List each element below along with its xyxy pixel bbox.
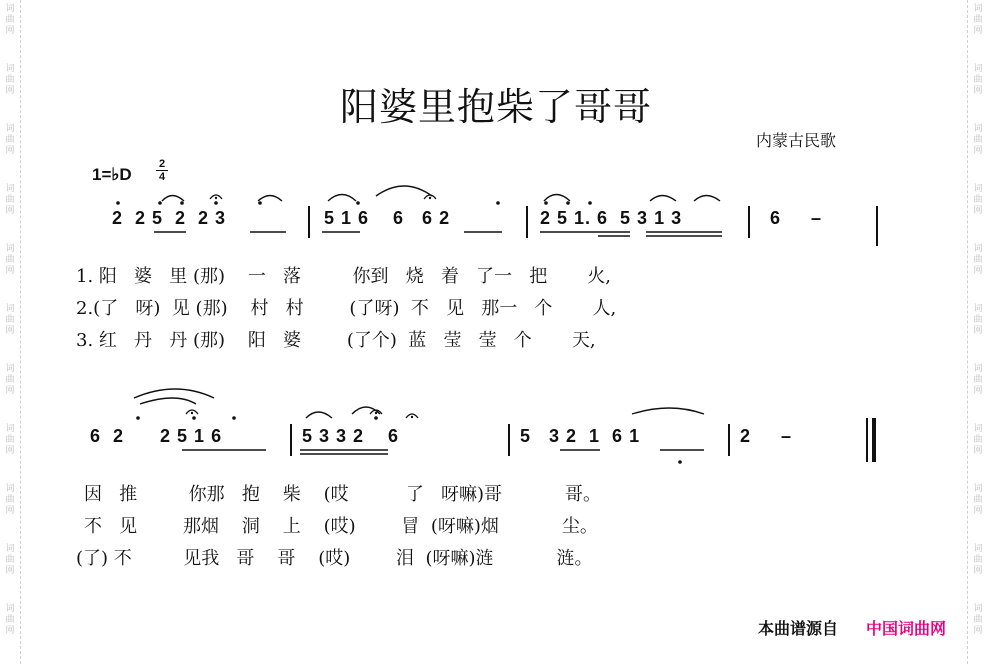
system1-measure-3: 2 5 1. 6 5 3 1 3 [540, 208, 683, 228]
octave-dot [496, 201, 500, 205]
slur [162, 196, 184, 202]
slur [134, 389, 214, 398]
song-title: 阳婆里抱柴了哥哥 [340, 85, 653, 129]
system2-measure-3: 5 3 2 1 6 1 [520, 426, 641, 446]
system2-measure-4: 2 – [740, 426, 793, 446]
watermark-text: 词 曲 网 [973, 604, 983, 636]
octave-dot [258, 201, 262, 205]
fermata-dot [191, 412, 193, 414]
watermark-text: 词 曲 网 [973, 484, 983, 516]
octave-dot [192, 416, 196, 420]
watermark-text: 词 曲 网 [973, 364, 983, 396]
watermark-text: 词 曲 网 [5, 124, 15, 156]
system1-measure-2: 5 1 6 6 6 2 [324, 208, 451, 228]
watermark-text: 词 曲 网 [5, 484, 15, 516]
watermark-text: 词 曲 网 [5, 4, 15, 36]
system1-measure-4: 6 – [770, 208, 823, 228]
watermark-text: 词 曲 网 [973, 244, 983, 276]
source-label: 本曲谱源自 [758, 619, 839, 638]
watermark-text: 词 曲 网 [5, 244, 15, 276]
octave-dot [544, 201, 548, 205]
watermark-text: 词 曲 网 [5, 424, 15, 456]
system2-lyric-line-2: 不 见 那烟 洞 上 (哎) 冒 (呀嘛)烟 尘。 [84, 516, 598, 537]
slur [376, 186, 432, 196]
key-signature: 1=♭D [92, 165, 132, 184]
octave-dot [232, 416, 236, 420]
octave-dot [566, 201, 570, 205]
system1-lyric-line-3: 3. 红 丹 丹 (那) 阳 婆 (了个) 蓝 莹 莹 个 天, [76, 330, 596, 351]
system2-measure-2: 5 3 3 2 6 [302, 426, 400, 446]
watermark-text: 词 曲 网 [5, 604, 15, 636]
watermark-text: 词 曲 网 [973, 64, 983, 96]
slur [258, 196, 282, 202]
watermark-text: 词 曲 网 [973, 304, 983, 336]
system1-lyric-line-1: 1. 阳 婆 里 (那) 一 落 你到 烧 着 了一 把 火, [76, 266, 611, 287]
fermata-dot [411, 416, 413, 418]
slur [650, 196, 676, 202]
octave-dot [180, 201, 184, 205]
meter-top: 2 [158, 158, 166, 170]
watermark-text: 词 曲 网 [973, 124, 983, 156]
octave-dot [588, 201, 592, 205]
watermark-text: 词 曲 网 [973, 424, 983, 456]
octave-dot [214, 201, 218, 205]
system2-measure-1: 6 2 2 5 1 6 [90, 426, 223, 446]
slur [632, 408, 704, 414]
system2-lyric-line-3: (了) 不 见我 哥 哥 (哎) 泪 (呀嘛)涟 涟。 [76, 548, 593, 569]
watermark-text: 词 曲 网 [5, 544, 15, 576]
fermata-dot [429, 197, 431, 199]
slur [328, 195, 356, 202]
watermark-text: 词 曲 网 [973, 4, 983, 36]
system1-lyric-line-2: 2.(了 呀) 见 (那) 村 村 (了呀) 不 见 那一 个 人, [76, 298, 617, 319]
octave-dot [374, 416, 378, 420]
watermark-text: 词 曲 网 [5, 64, 15, 96]
watermark-text: 词 曲 网 [5, 184, 15, 216]
song-origin: 内蒙古民歌 [756, 131, 837, 150]
source-site-link[interactable]: 中国词曲网 [866, 619, 947, 638]
octave-dot [116, 201, 120, 205]
octave-dot [158, 201, 162, 205]
slur [306, 412, 332, 418]
octave-dot [136, 416, 140, 420]
fermata-dot [215, 197, 217, 199]
octave-dot [356, 201, 360, 205]
watermark-text: 词 曲 网 [973, 544, 983, 576]
system1-measure-1: 2 2 5 2 2 3 [112, 208, 227, 228]
watermark-text: 词 曲 网 [5, 304, 15, 336]
slur [544, 195, 570, 202]
watermark-text: 词 曲 网 [5, 364, 15, 396]
meter-bottom: 4 [158, 171, 166, 183]
system2-lyric-line-1: 因 推 你那 抱 柴 (哎 了 呀嘛)哥 哥。 [84, 484, 601, 505]
watermark-text: 词 曲 网 [973, 184, 983, 216]
slur [140, 398, 196, 404]
octave-dot [678, 460, 682, 464]
fermata-dot [375, 412, 377, 414]
slur [694, 196, 720, 202]
